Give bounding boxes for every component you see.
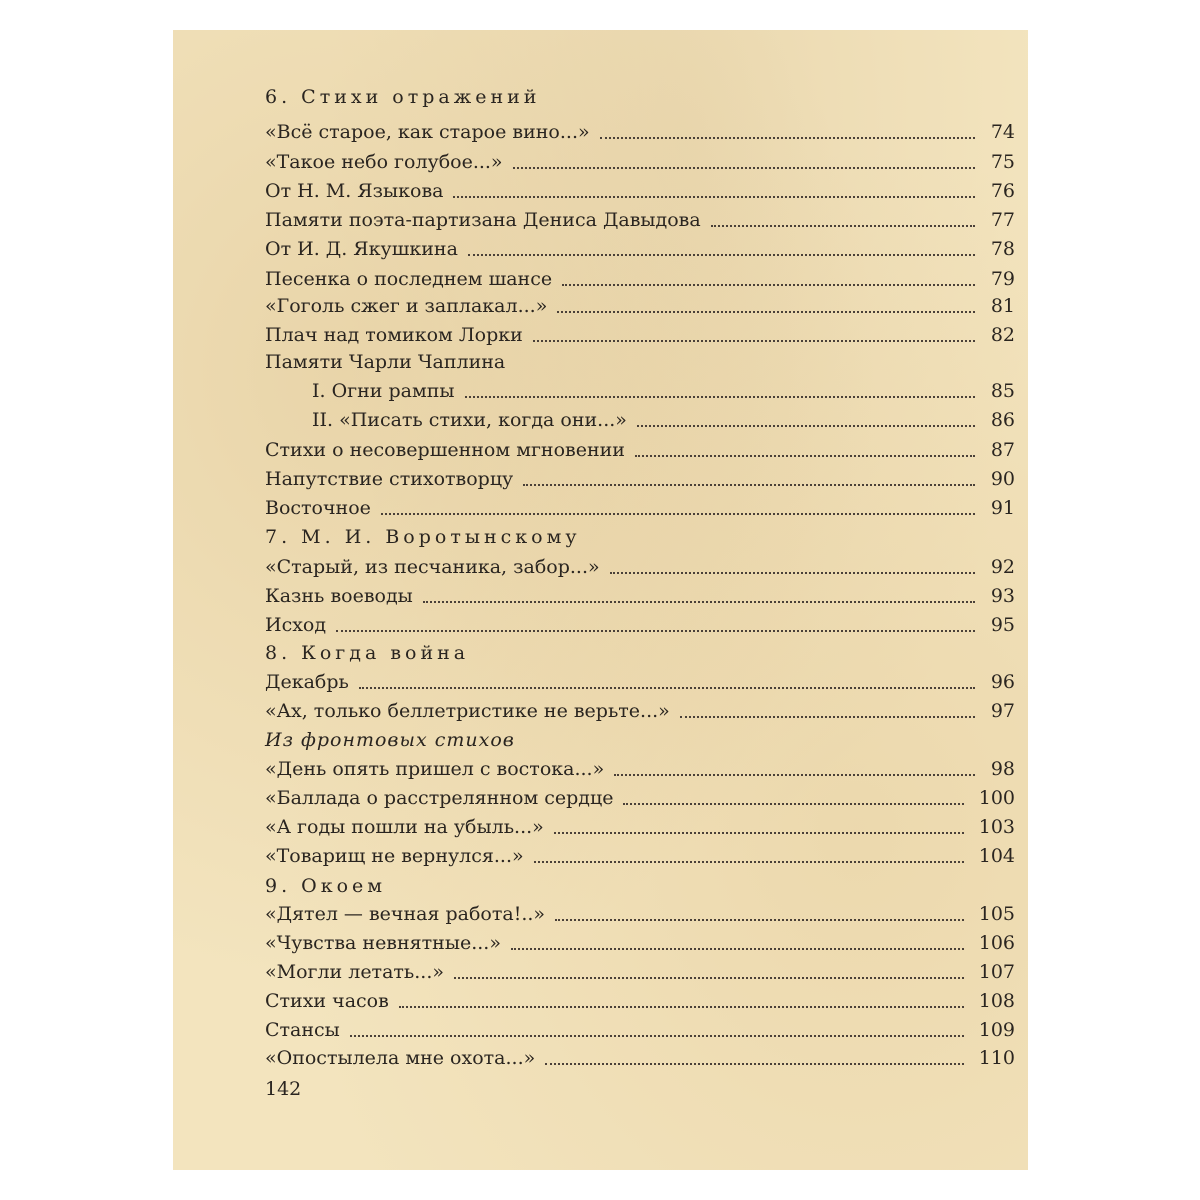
toc-entry-page: 93: [990, 585, 1015, 607]
dot-leader: [623, 777, 964, 805]
dot-leader: [465, 370, 975, 398]
dot-leader: [336, 604, 975, 632]
toc-entry-title: Песенка о последнем шансе: [265, 268, 553, 290]
toc-entry-page: 85: [990, 380, 1015, 402]
toc-entry-title: Памяти Чарли Чаплина: [265, 351, 506, 373]
toc-entry-title: Исход: [265, 614, 327, 636]
dot-leader: [610, 546, 975, 574]
toc-entry-page: 110: [978, 1047, 1015, 1069]
toc-entry-page: 103: [978, 816, 1015, 838]
toc-entry-title: «Чувства невнятные...»: [265, 932, 501, 954]
toc-entry-title: Напутствие стихотворцу: [265, 468, 514, 490]
dot-leader: [555, 893, 964, 921]
dot-leader: [423, 575, 975, 603]
dot-leader: [534, 835, 964, 863]
toc-entry-page: 86: [990, 409, 1015, 431]
dot-leader: [545, 1037, 964, 1065]
dot-leader: [381, 487, 975, 515]
section-heading: 7. М. И. Воротынскому: [265, 526, 581, 548]
dot-leader: [468, 228, 975, 256]
toc-entry-page: 92: [990, 556, 1015, 578]
toc-entry-page: 77: [990, 209, 1015, 231]
section-heading: 6. Стихи отражений: [265, 86, 541, 108]
toc-entry[interactable]: [265, 321, 1015, 349]
toc-entry-page: 109: [978, 1019, 1015, 1041]
dot-leader: [554, 806, 964, 834]
toc-entry-page: 90: [990, 468, 1015, 490]
toc-entry-title: Из фронтовых стихов: [265, 729, 515, 751]
toc-entry-page: 81: [990, 295, 1015, 317]
dot-leader: [359, 661, 975, 689]
toc-entry-page: 106: [978, 932, 1015, 954]
toc-entry-title: «Могли летать...»: [265, 961, 444, 983]
dot-leader: [399, 980, 964, 1008]
toc-entry-title: Казнь воеводы: [265, 585, 413, 607]
toc-entry-title: Стихи часов: [265, 990, 389, 1012]
toc-entry-title: Памяти поэта-партизана Дениса Давыдова: [265, 209, 701, 231]
toc-entry-page: 78: [990, 238, 1015, 260]
toc-entry[interactable]: [265, 842, 1015, 870]
toc-entry[interactable]: [265, 697, 1015, 725]
toc-entry-page: 107: [978, 961, 1015, 983]
dot-leader: [511, 922, 964, 950]
toc-entry-title: II. «Писать стихи, когда они...»: [312, 409, 627, 431]
dot-leader: [680, 690, 975, 718]
toc-entry-page: 87: [990, 439, 1015, 461]
toc-entry-title: «Такое небо голубое...»: [265, 151, 503, 173]
toc-entry-title: «А годы пошли на убыль...»: [265, 816, 544, 838]
toc-entry-title: «Ах, только беллетристике не верьте...»: [265, 700, 670, 722]
toc-entry-title: «Баллада о расстрелянном сердце: [265, 787, 614, 809]
dot-leader: [454, 951, 964, 979]
dot-leader: [513, 141, 975, 169]
dot-leader: [523, 458, 975, 486]
toc-entry-title: Стихи о несовершенном мгновении: [265, 439, 625, 461]
toc-entry-page: 82: [990, 324, 1015, 346]
dot-leader: [600, 111, 975, 139]
toc-entry-page: 96: [990, 671, 1015, 693]
toc-entry-title: «Опостылела мне охота...»: [265, 1047, 536, 1069]
book-page: [173, 30, 1028, 1170]
section-heading: 9. Окоем: [265, 875, 387, 897]
toc-entry-title: Восточное: [265, 497, 371, 519]
dot-leader: [614, 748, 975, 776]
dot-leader: [453, 170, 975, 198]
toc-entry-title: «Дятел — вечная работа!..»: [265, 903, 546, 925]
dot-leader: [637, 399, 975, 427]
dot-leader: [562, 258, 975, 286]
toc-entry[interactable]: [265, 1044, 1015, 1072]
dot-leader: [635, 429, 975, 457]
toc-entry-page: 79: [990, 268, 1015, 290]
toc-entry-page: 104: [978, 845, 1015, 867]
section-heading: 8. Когда война: [265, 642, 470, 664]
toc-entry-title: «Товарищ не вернулся...»: [265, 845, 524, 867]
toc-entry-title: От И. Д. Якушкина: [265, 238, 458, 260]
toc-entry-page: 108: [978, 990, 1015, 1012]
toc-entry-title: «Всё старое, как старое вино...»: [265, 121, 590, 143]
toc-entry-page: 100: [978, 787, 1015, 809]
page-number: 142: [265, 1078, 302, 1100]
dot-leader: [557, 285, 975, 313]
toc-entry-page: 74: [990, 121, 1015, 143]
toc-entry[interactable]: [265, 611, 1015, 639]
toc-entry-page: 105: [978, 903, 1015, 925]
toc-entry-title: «День опять пришел с востока...»: [265, 758, 605, 780]
toc-entry-page: 98: [990, 758, 1015, 780]
toc-entry-page: 76: [990, 180, 1015, 202]
toc-entry-page: 75: [990, 151, 1015, 173]
toc-entry-page: 97: [990, 700, 1015, 722]
toc-entry-title: Стансы: [265, 1019, 340, 1041]
dot-leader: [350, 1009, 964, 1037]
dot-leader: [711, 199, 975, 227]
toc-entry-title: I. Огни рампы: [312, 380, 455, 402]
toc-entry-title: «Гоголь сжег и заплакал...»: [265, 295, 548, 317]
dot-leader: [533, 314, 975, 342]
toc-entry-page: 95: [990, 614, 1015, 636]
toc-entry-title: От Н. М. Языкова: [265, 180, 444, 202]
toc-entry[interactable]: [265, 494, 1015, 522]
toc-entry-title: «Старый, из песчаника, забор...»: [265, 556, 600, 578]
toc-entry-page: 91: [990, 497, 1015, 519]
toc-entry-title: Плач над томиком Лорки: [265, 324, 523, 346]
toc-entry-title: Декабрь: [265, 671, 349, 693]
